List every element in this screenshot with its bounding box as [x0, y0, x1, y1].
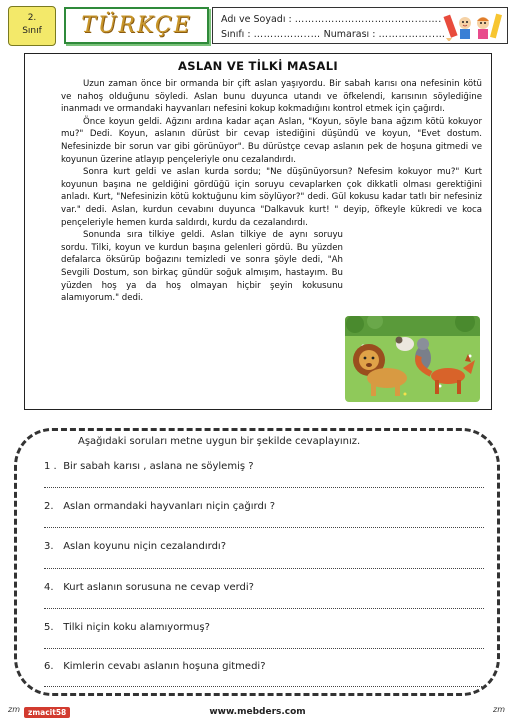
- question-4: [44, 582, 254, 593]
- question-5: [44, 622, 210, 633]
- answer-line-6[interactable]: [44, 686, 484, 687]
- class-label: Sınıfı :: [221, 29, 251, 40]
- subject-title: TÜRKÇE: [81, 13, 192, 38]
- question-number: 4.: [44, 582, 54, 593]
- question-text: Kimlerin cevabı aslanın hoşuna gitmedi?: [63, 661, 266, 672]
- answer-line-1[interactable]: [44, 487, 484, 488]
- footer-author-tag: zmacit58: [24, 707, 70, 718]
- question-number: 5.: [44, 622, 54, 633]
- answer-line-2[interactable]: [44, 527, 484, 528]
- story-title: ASLAN VE TİLKİ MASALI: [178, 59, 338, 73]
- question-text: Tilki niçin koku alamıyormuş?: [63, 622, 210, 633]
- question-number: 1 .: [44, 461, 57, 472]
- answer-line-3[interactable]: [44, 568, 484, 569]
- question-number: 3.: [44, 541, 54, 552]
- answer-line-5[interactable]: [44, 648, 484, 649]
- subject-title-box: [64, 7, 209, 44]
- story-paragraph: Sonra kurt geldi ve aslan kurda sordu; "Ne düşünüyorsun? Nefesim kokuyor mu?" Kurt koyunun başına ne geldiğini gördüğü için soruyu cevaplarken çok dikkatli olması gerektiğini anladı. Kurt, "Nefesinizin kötü koktuğunu kim söylüyor?" dedi. Gül kokusu kadar tatlı bir nefesiniz var." dedi. Aslan, kurdun cevabını duyunca "Dalkavuk kurt! " deyip, öfkeyle kükredi ve koca pençeleriyle hemen kurda saldırdı, kurdu da cezalandırdı.: [61, 167, 482, 228]
- question-text: Bir sabah karısı , aslana ne söylemiş ?: [63, 461, 254, 472]
- story-paragraph: Uzun zaman önce bir ormanda bir çift aslan yaşıyordu. Bir sabah karısı ona nefesinin kötü ve nahoş olduğunu söyledi. Aslan bunu duyunca utandı ve öfkelendi, karısının söylediğine inanmadı ve ormandaki hayvanları nefesini kokup kokmadığını kontrol etmek için çağırdı.: [61, 79, 482, 115]
- pencil-kids-icon: [443, 11, 503, 41]
- grade-badge: [8, 6, 56, 46]
- story-text: [61, 78, 482, 305]
- question-1: [44, 461, 254, 472]
- footer-site-link[interactable]: www.mebders.com: [209, 707, 306, 717]
- lion-and-fox-illustration: [345, 316, 480, 402]
- question-text: Kurt aslanın sorusuna ne cevap verdi?: [63, 582, 254, 593]
- name-label: Adı ve Soyadı :: [221, 14, 292, 25]
- number-field[interactable]: ……………..…: [378, 29, 446, 40]
- question-number: 6.: [44, 661, 54, 672]
- story-paragraph: Sonunda sıra tilkiye geldi. Aslan tilkiye de aynı soruyu sordu. Tilki, koyun ve kurdun başına gelenleri gördü. Bu yüzden defalarca öksürüp boğazını temizledi ve sonra şöyle dedi, "Ah Sevgili Dostum, son birkaç gündür soğuk almışım, hastayım. Bu yüzden hoş ya da hoş olmayan hiçbir şeyin kokusunu alamıyorum." dedi.: [61, 230, 343, 304]
- footer-left-mark: zm: [8, 705, 20, 714]
- question-text: Aslan koyunu niçin cezalandırdı?: [63, 541, 226, 552]
- grade-number: 2.: [27, 13, 37, 23]
- story-paragraph: Önce koyun geldi. Ağzını ardına kadar açan Aslan, "Koyun, söyle bana ağzım kötü kokuyor mu?" Dedi. Koyun, aslanın dürüst bir cevap istediğini düşündü ve koyun, "Evet dostum. Nefesinizde bir sorun var gibi görünüyor". Bu dürüstçe cevap aslanın pek de hoşuna gitmedi ve koyunun üzerine atlayıp pençeleriyle onu cezalandırdı.: [61, 116, 482, 165]
- student-info-box: [212, 7, 508, 44]
- question-text: Aslan ormandaki hayvanları niçin çağırdı ?: [63, 501, 276, 512]
- name-field[interactable]: ……………………………….…….: [294, 14, 442, 25]
- question-number: 2.: [44, 501, 54, 512]
- questions-instruction: Aşağıdaki soruları metne uygun bir şekilde cevaplayınız.: [78, 436, 361, 447]
- footer-right-mark: zm: [493, 705, 505, 714]
- question-3: [44, 541, 226, 552]
- number-label: Numarası :: [323, 29, 376, 40]
- question-2: [44, 501, 275, 512]
- class-field[interactable]: ……………..…: [253, 29, 321, 40]
- class-number-line: [221, 29, 445, 40]
- story-box: [24, 53, 492, 410]
- grade-label: Sınıf: [22, 26, 42, 36]
- question-6: [44, 661, 266, 672]
- answer-line-4[interactable]: [44, 608, 484, 609]
- name-line: [221, 14, 442, 25]
